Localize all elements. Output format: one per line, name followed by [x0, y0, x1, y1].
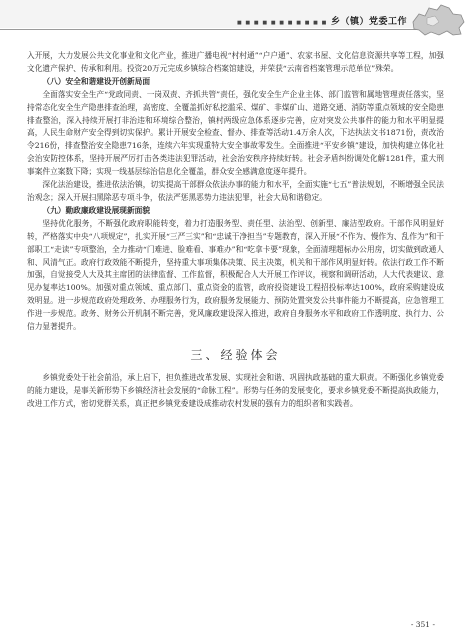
page-header [0, 0, 471, 44]
subheading-safety: （八）安全和谐建设开创新局面 [42, 76, 151, 86]
paragraph-rule-of-law: 深化法治建设，推进依法治镇，切实提高干部群众依法办事的能力和水平，全面实施“七五”普法规划，不断增强全民法治观念；深入开展扫黑除恶专项斗争，依法严惩黑恶势力违法犯罪，社会大局和谐稳定。 [27, 180, 444, 202]
chapter-title: 三、经验体会 [190, 347, 281, 362]
section-label [237, 14, 407, 27]
paragraph-governance: 坚持优化服务，不断强化政府职能转变，着力打造服务型、责任型、法治型、创新型、廉洁型政府。干部作风明显好转，严格落实中央“八项规定”，扎实开展“三严三实”和“忠诚干净担当”专题教育，深入开展“不作为、慢作为、乱作为”和干部职工“走读”专项整治，全力推动“门难进、脸难看、事难办”和“吃拿卡要”现象，全面清理超标办公用房，切实做到政通人和、风清气正。政府行政效能不断提升，坚持重大事项集体决策、民主决策，机关和干部作风明显好转。依法行政工作不断加强，自觉接受人大及其主席团的法律监督、工作监督，积极配合人大开展工作评议，视察和调研活动，人大代表建议、意见办复率达100%。加强对重点领域、重点部门、重点资金的监管，政府投资建设工程招投标率达100%，政府采购建设成效明显。进一步规范政府处理政务、办理服务行为，政府服务发展能力、预防处置突发公共事件能力不断提高，应急管理工作进一步规范。政务、财务公开机制不断完善，党风廉政建设深入推进，政府自身服务水平和政府工作透明度、执行力、公信力显著提升。 [27, 218, 444, 332]
subheading-governance: （九）勤政廉政建设展现新面貌 [42, 205, 151, 215]
header-rule [0, 29, 440, 30]
paragraph-safety: 全面落实安全生产“党政同责、一岗双责、齐抓共管”责任，强化安全生产企业主体、部门监管和属地管理责任落实，坚持常态化安全生产隐患排查治理，高密度、全覆盖抓好私挖滥采、煤矿、非煤矿山、道路交通、消防等重点领域的安全隐患排查整治，深入持续开展打非治违和环境综合整治，镇村两级应急体系逐步完善，应对突发公共事件的能力和水平明显提高，人民生命财产安全得到切实保护。累计开展安全检查、督办、排查等活动1.4万余人次，下达执法文书1871份，责改治令216份，排查整治安全隐患716条，连续六年实现重特大安全事故零发生。全面推进“平安乡镇”建设，加快构建立体化社会治安防控体系，坚持开展严厉打击各类违法犯罪活动，社会治安秩序持续好转。社会矛盾纠纷调处化解1281件，重大刑事案件立案数下降；实现一线基层综治信息化全覆盖，群众安全感满意度逐年提升。 [27, 89, 444, 177]
section-dots: ■ ■ ■ ■ ■ ■ ■ ■ ■ ■ ■ [236, 20, 328, 26]
section-title: 乡（镇）党委工作 [330, 17, 407, 27]
regional-map-icon [409, 2, 467, 38]
page-number: - 351 - [410, 620, 435, 629]
page-content [27, 50, 444, 411]
paragraph-culture: 入开展，大力发展公共文化事业和文化产业，推进广播电视“村村通”“户户通”、农家书屋、文化信息资源共享等工程，加强文化遗产保护、传承和利用。投资20万元完成乡镇综合档案馆建设，并荣获“云南省档案管理示范单位”殊荣。 [27, 51, 444, 73]
paragraph-experience: 乡镇党委处于社会前沿，承上启下，担负推进改革发展、实现社会和谐、巩固执政基础的重大职责。不断强化乡镇党委的能力建设，是事关新形势下乡镇经济社会发展的“命脉工程”。形势与任务的发展变化，要求乡镇党委不断提高执政能力，改进工作方式，密切党群关系，真正把乡镇党委建设成推动农村发展的强有力的组织者和实践者。 [27, 372, 444, 408]
